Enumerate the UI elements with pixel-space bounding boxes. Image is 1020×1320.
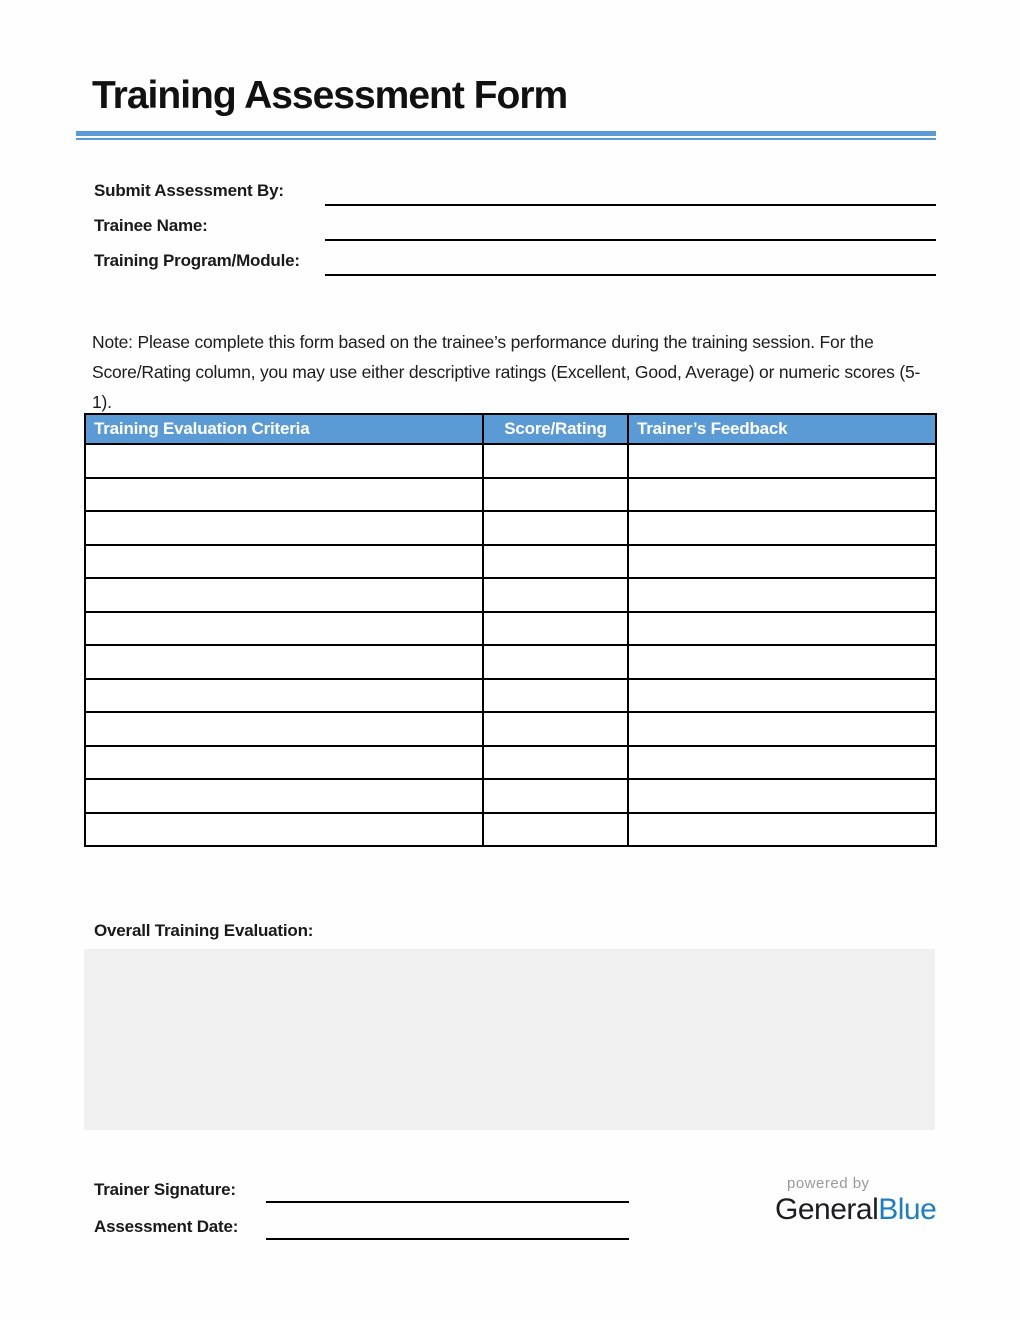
assessment-date-label: Assessment Date: (94, 1217, 239, 1236)
table-row (85, 779, 936, 813)
table-cell[interactable] (628, 746, 936, 780)
table-row (85, 612, 936, 646)
table-cell[interactable] (85, 779, 483, 813)
table-cell[interactable] (483, 444, 628, 478)
trainee-name-input-line[interactable] (325, 206, 936, 241)
table-cell[interactable] (483, 645, 628, 679)
trainer-signature-label: Trainer Signature: (94, 1180, 236, 1199)
table-cell[interactable] (85, 578, 483, 612)
table-cell[interactable] (85, 545, 483, 579)
table-cell[interactable] (85, 712, 483, 746)
title-divider (76, 131, 936, 140)
table-row (85, 545, 936, 579)
table-cell[interactable] (628, 478, 936, 512)
assessment-date-input-line[interactable] (266, 1204, 629, 1240)
table-cell[interactable] (628, 779, 936, 813)
table-cell[interactable] (85, 813, 483, 847)
evaluation-table (84, 413, 937, 847)
table-cell[interactable] (85, 612, 483, 646)
field-row-trainer-signature (94, 1167, 629, 1203)
submit-assessment-by-label: Submit Assessment By: (94, 181, 284, 200)
table-cell[interactable] (483, 612, 628, 646)
training-program-input-line[interactable] (325, 241, 936, 276)
title-divider-thin-line (76, 138, 936, 140)
table-row (85, 645, 936, 679)
evaluation-table-container (84, 413, 937, 847)
overall-evaluation-textarea[interactable] (84, 949, 935, 1130)
table-cell[interactable] (483, 813, 628, 847)
table-cell[interactable] (85, 478, 483, 512)
table-row (85, 478, 936, 512)
table-cell[interactable] (483, 712, 628, 746)
overall-evaluation-label: Overall Training Evaluation: (94, 921, 314, 940)
table-cell[interactable] (85, 679, 483, 713)
table-header-row (85, 414, 936, 444)
table-cell[interactable] (628, 545, 936, 579)
logo-word-blue: Blue (878, 1193, 937, 1226)
table-cell[interactable] (85, 746, 483, 780)
table-cell[interactable] (85, 511, 483, 545)
powered-by-text: powered by (787, 1175, 870, 1192)
table-cell[interactable] (483, 746, 628, 780)
table-cell[interactable] (483, 679, 628, 713)
table-row (85, 444, 936, 478)
table-cell[interactable] (628, 511, 936, 545)
table-cell[interactable] (85, 645, 483, 679)
table-cell[interactable] (628, 813, 936, 847)
header-score-rating: Score/Rating (483, 414, 628, 444)
table-cell[interactable] (628, 679, 936, 713)
table-cell[interactable] (628, 444, 936, 478)
table-cell[interactable] (483, 779, 628, 813)
table-cell[interactable] (628, 578, 936, 612)
table-cell[interactable] (85, 444, 483, 478)
table-cell[interactable] (483, 511, 628, 545)
table-row (85, 679, 936, 713)
header-trainers-feedback: Trainer’s Feedback (628, 414, 936, 444)
table-cell[interactable] (483, 545, 628, 579)
logo-word-general: General (775, 1193, 879, 1226)
table-cell[interactable] (628, 645, 936, 679)
table-row (85, 511, 936, 545)
table-cell[interactable] (628, 612, 936, 646)
header-training-evaluation-criteria: Training Evaluation Criteria (85, 414, 483, 444)
table-row (85, 712, 936, 746)
table-row (85, 746, 936, 780)
table-cell[interactable] (628, 712, 936, 746)
evaluation-table-body (85, 444, 936, 846)
submit-assessment-by-input-line[interactable] (325, 171, 936, 206)
table-row (85, 578, 936, 612)
field-row-training-program (94, 241, 936, 276)
training-program-label: Training Program/Module: (94, 251, 300, 270)
field-row-submit-assessment-by (94, 171, 936, 206)
field-row-assessment-date (94, 1204, 629, 1240)
page-title: Training Assessment Form (92, 74, 568, 117)
table-cell[interactable] (483, 478, 628, 512)
table-cell[interactable] (483, 578, 628, 612)
trainee-name-label: Trainee Name: (94, 216, 208, 235)
general-blue-logo (775, 1193, 940, 1227)
trainer-signature-input-line[interactable] (266, 1167, 629, 1203)
table-row (85, 813, 936, 847)
general-blue-branding (775, 1175, 940, 1227)
field-row-trainee-name (94, 206, 936, 241)
instruction-note: Note: Please complete this form based on the trainee’s performance during the training session. For the Score/Rating column, you may use either descriptive ratings (Excellent, Good, Average) or numeric scores (5-1). (92, 332, 921, 412)
